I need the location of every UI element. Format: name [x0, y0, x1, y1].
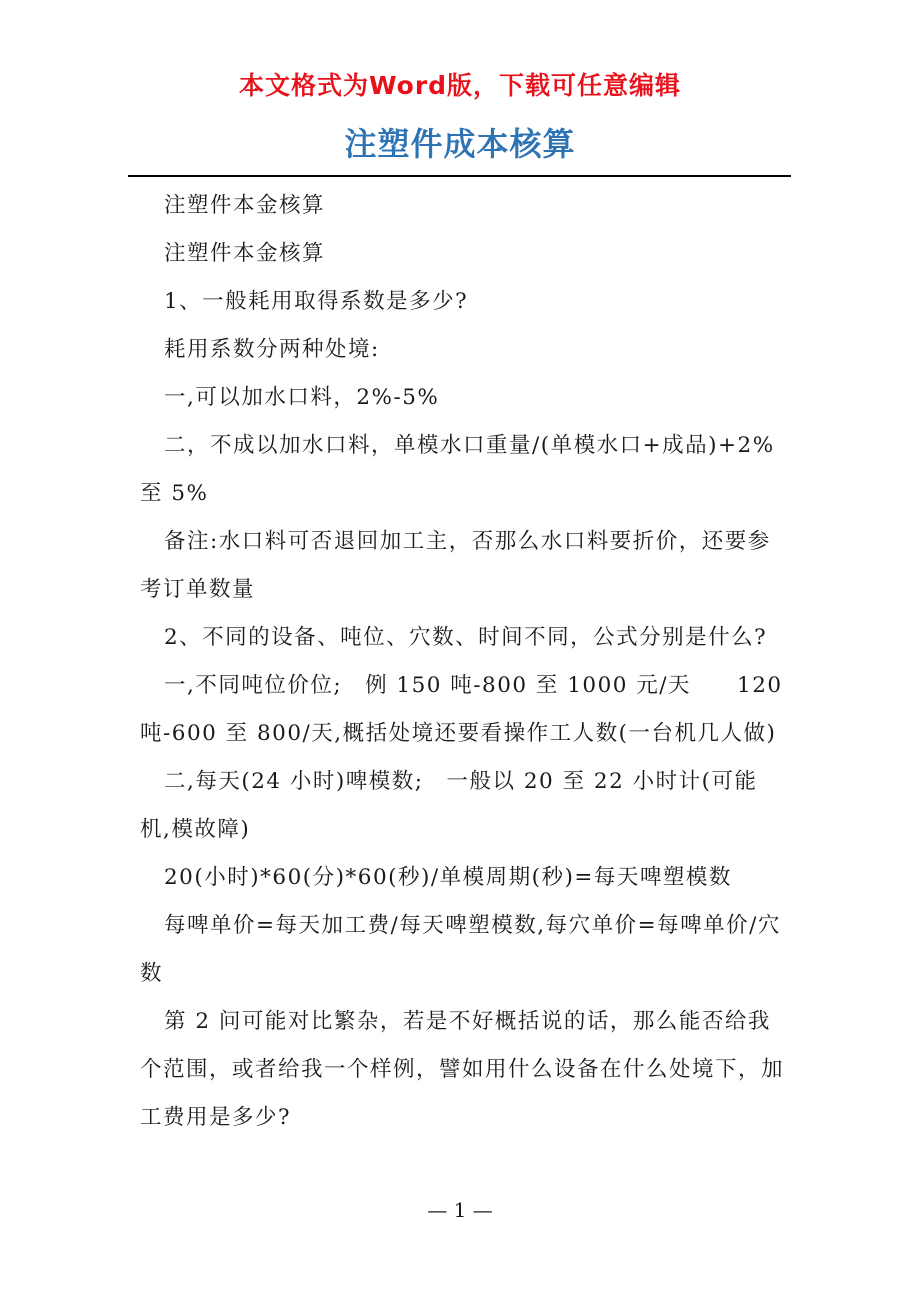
document-body	[140, 182, 785, 1142]
paragraph: 一,不同吨位价位; 例 150 吨-800 至 1000 元/天 120 吨-600 至 800/天,概括处境还要看操作工人数(一台机几人做)	[140, 673, 783, 746]
paragraph: 注塑件本金核算	[164, 193, 326, 218]
paragraph: 二，不成以加水口料，单模水口重量/(单模水口+成品)+2%至 5%	[140, 433, 775, 506]
page-number: — 1 —	[427, 1198, 493, 1222]
paragraph: 2、不同的设备、吨位、穴数、时间不同，公式分别是什么?	[164, 625, 768, 650]
paragraph: 20(小时)*60(分)*60(秒)/单模周期(秒)=每天啤塑模数	[164, 865, 732, 890]
paragraph: 1、一般耗用取得系数是多少?	[164, 289, 469, 314]
paragraph: 第 2 问可能对比繁杂，若是不好概括说的话，那么能否给我个范围，或者给我一个样例，譬如用什么设备在什么处境下，加工费用是多少?	[140, 1009, 785, 1130]
paragraph: 每啤单价=每天加工费/每天啤塑模数,每穴单价=每啤单价/穴数	[140, 913, 781, 986]
format-banner: 本文格式为Word版，下载可任意编辑	[238, 71, 682, 100]
paragraph: 注塑件本金核算	[164, 241, 326, 266]
title-divider	[128, 175, 791, 177]
paragraph: 一,可以加水口料，2%-5%	[164, 385, 440, 410]
paragraph: 备注:水口料可否退回加工主，否那么水口料要折价，还要参考订单数量	[140, 529, 771, 602]
document-title: 注塑件成本核算	[344, 125, 576, 163]
paragraph: 二,每天(24 小时)啤模数; 一般以 20 至 22 小时计(可能机,模故障)	[140, 769, 758, 842]
paragraph: 耗用系数分两种处境:	[164, 337, 380, 362]
